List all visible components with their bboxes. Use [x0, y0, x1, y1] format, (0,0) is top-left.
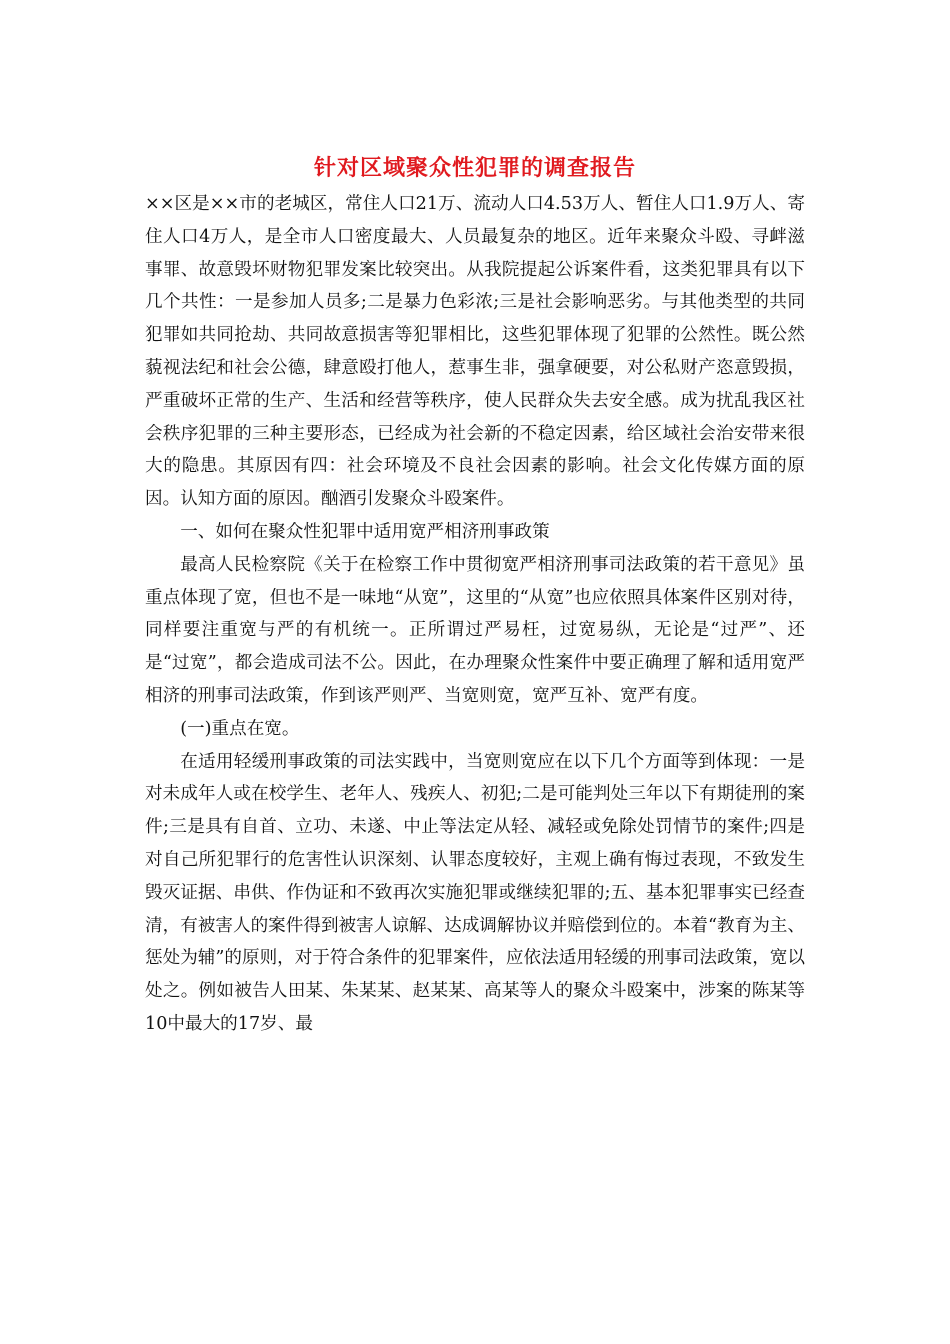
subsection-heading-1: (一)重点在宽。	[180, 718, 300, 739]
section-heading-1: 一、如何在聚众性犯罪中适用宽严相济刑事政策	[180, 521, 550, 542]
paragraph-intro: ××区是××市的老城区，常住人口21万、流动人口4.53万人、暂住人口1.9万人、寄住人口4万人，是全市人口密度最大、人员最复杂的地区。近年来聚众斗殴、寻衅滋事罪、故意毁坏财物犯罪发案比较突出。从我院提起公诉案件看，这类犯罪具有以下几个共性：一是参加人员多;二是暴力色彩浓;三是社会影响恶劣。与其他类型的共同犯罪如共同抢劫、共同故意损害等犯罪相比，这些犯罪体现了犯罪的公然性。既公然藐视法纪和社会公德，肆意殴打他人，惹事生非，强拿硬要，对公私财产恣意毁损，严重破坏正常的生产、生活和经营等秩序，使人民群众失去安全感。成为扰乱我区社会秩序犯罪的三种主要形态，已经成为社会新的不稳定因素，给区域社会治安带来很大的隐患。其原因有四：社会环境及不良社会因素的影响。社会文化传媒方面的原因。认知方面的原因。酗酒引发聚众斗殴案件。	[145, 194, 805, 510]
paragraph-lenient: 在适用轻缓刑事政策的司法实践中，当宽则宽应在以下几个方面等到体现：一是对未成年人或在校学生、老年人、残疾人、初犯;二是可能判处三年以下有期徒刑的案件;三是具有自首、立功、未遂、中止等法定从轻、减轻或免除处罚情节的案件;四是对自己所犯罪行的危害性认识深刻、认罪态度较好，主观上确有悔过表现，不致发生毁灭证据、串供、作伪证和不致再次实施犯罪或继续犯罪的;五、基本犯罪事实已经查清，有被害人的案件得到被害人谅解、达成调解协议并赔偿到位的。本着“教育为主、惩处为辅”的原则，对于符合条件的犯罪案件，应依法适用轻缓的刑事司法政策，宽以处之。例如被告人田某、朱某某、赵某某、高某等人的聚众斗殴案中，涉案的陈某等10中最大的17岁、最	[145, 751, 805, 1034]
document-title: 针对区域聚众性犯罪的调查报告	[313, 155, 636, 181]
document-page	[145, 150, 805, 1041]
paragraph-policy: 最高人民检察院《关于在检察工作中贯彻宽严相济刑事司法政策的若干意见》虽重点体现了宽，但也不是一味地“从宽”，这里的“从宽”也应依照具体案件区别对待，同样要注重宽与严的有机统一。正所谓过严易枉，过宽易纵，无论是“过严”、还是“过宽”，都会造成司法不公。因此，在办理聚众性案件中要正确理了解和适用宽严相济的刑事司法政策，作到该严则严、当宽则宽，宽严互补、宽严有度。	[145, 554, 805, 706]
